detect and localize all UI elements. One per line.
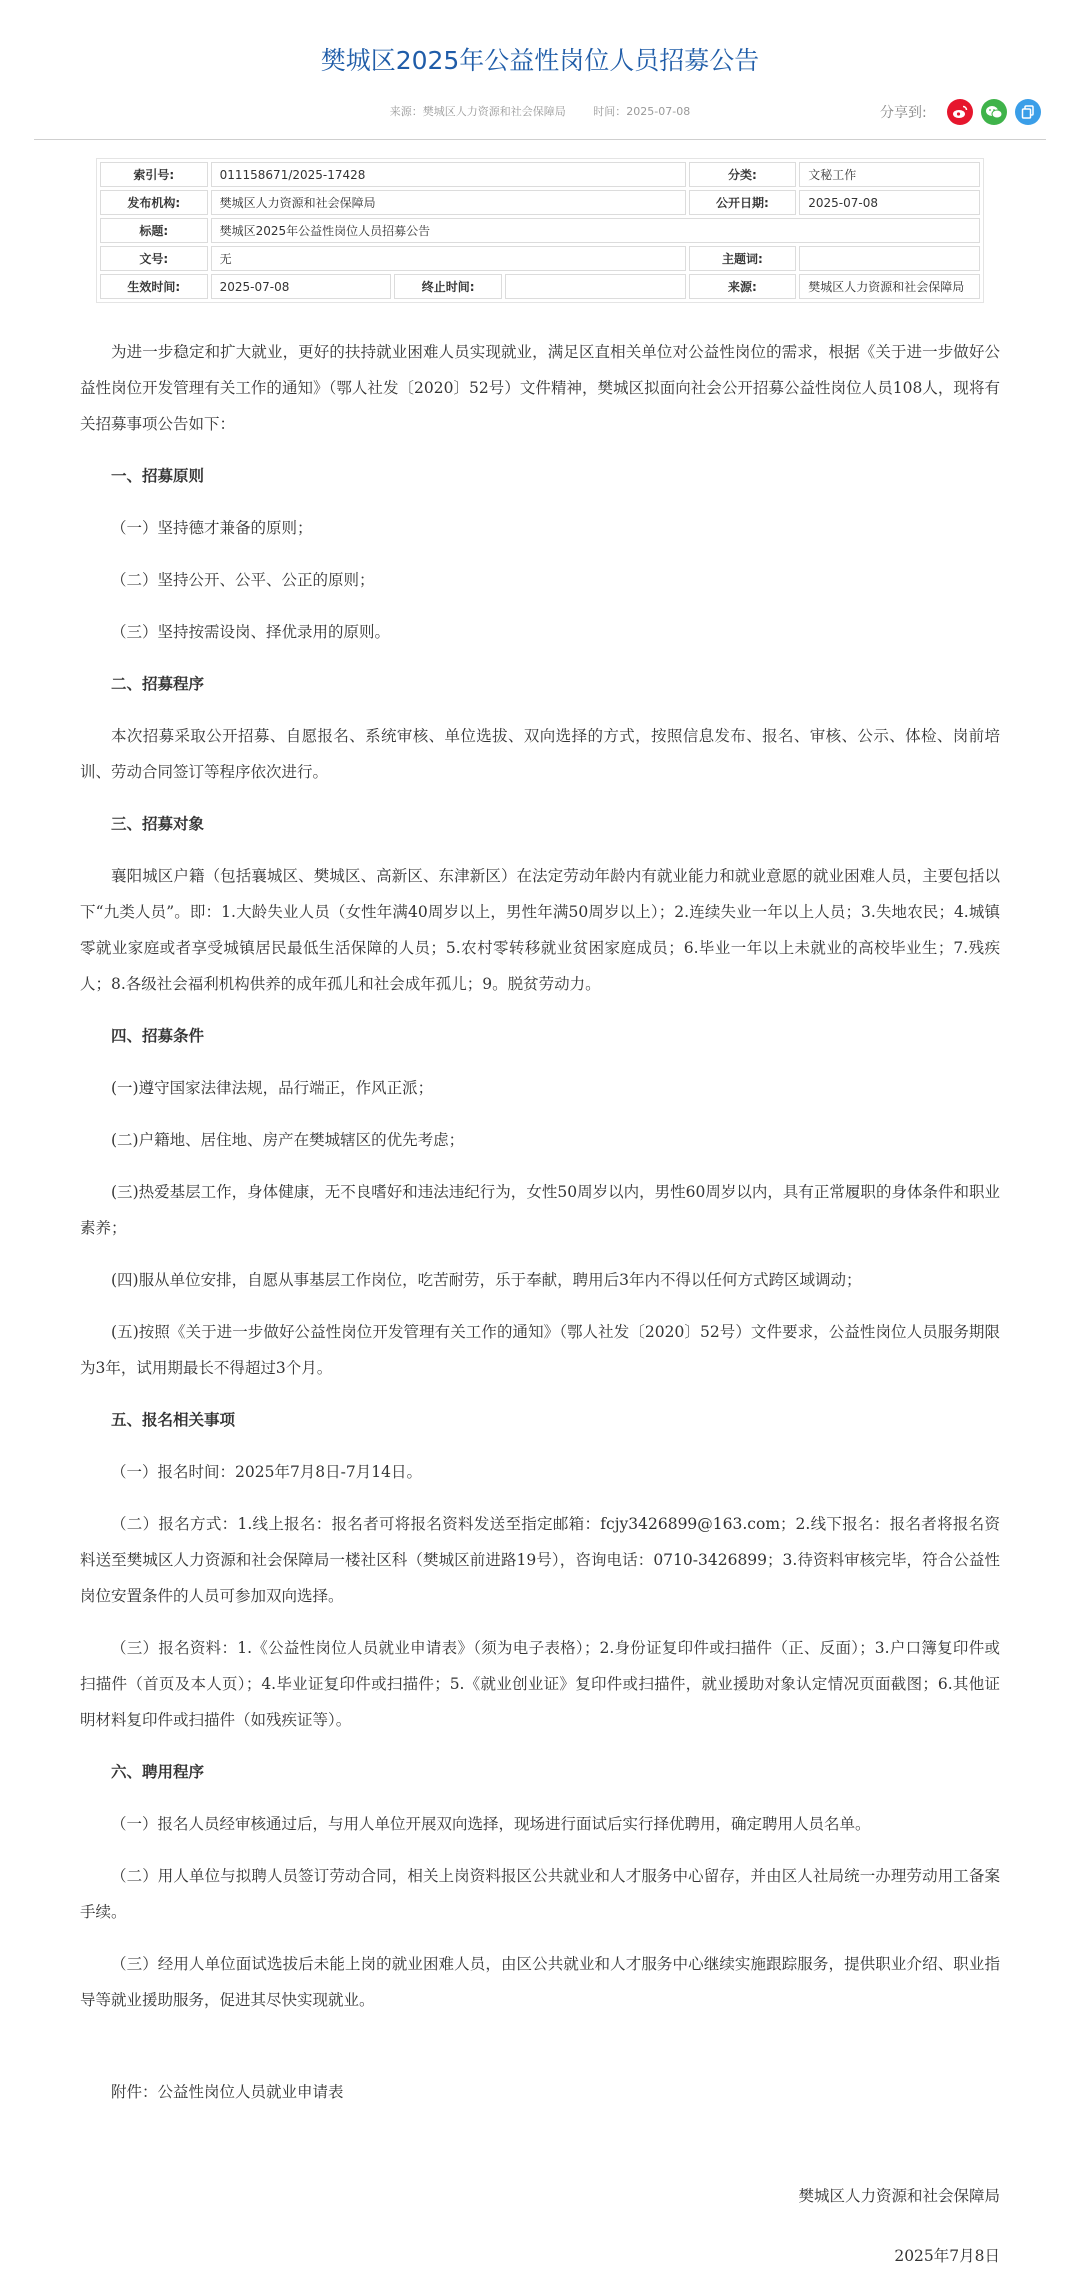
category-label: 分类: [689, 162, 797, 187]
keywords-label: 主题词: [689, 246, 797, 271]
paragraph: (一)遵守国家法律法规，品行端正，作风正派； [111, 1079, 434, 1097]
signature: 樊城区人力资源和社会保障局 [798, 2187, 1000, 2205]
expire-label: 终止时间: [394, 274, 502, 299]
source-value-cell: 樊城区人力资源和社会保障局 [799, 274, 980, 299]
docno-label: 文号: [100, 246, 208, 271]
section-heading: 二、招募程序 [111, 674, 205, 693]
pubdate-value: 2025-07-08 [799, 190, 980, 215]
pubdate-label: 公开日期: [689, 190, 797, 215]
paragraph: （三）报名资料：1.《公益性岗位人员就业申请表》（须为电子表格）；2.身份证复印件或扫描件（正、反面）；3.户口簿复印件或扫描件（首页及本人页）；4.毕业证复印件或扫描件；5.《就业创业证》复印件或扫描件，就业援助对象认定情况页面截图；6.其他证明材料复印件或扫描件（如残疾证等）。 [80, 1639, 1000, 1729]
paragraph: (三)热爱基层工作，身体健康，无不良嗜好和违法违纪行为，女性50周岁以内，男性60周岁以内，具有正常履职的身体条件和职业素养； [80, 1183, 1000, 1237]
section-heading: 一、招募原则 [111, 466, 205, 485]
source-value: 樊城区人力资源和社会保障局 [422, 105, 566, 118]
weibo-icon[interactable] [947, 99, 973, 125]
paragraph: (五)按照《关于进一步做好公益性岗位开发管理有关工作的通知》（鄂人社发〔2020〕52号）文件要求，公益性岗位人员服务期限为3年，试用期最长不得超过3个月。 [80, 1323, 1000, 1377]
paragraph: (二)户籍地、居住地、房产在樊城辖区的优先考虑； [111, 1131, 465, 1149]
paragraph: 襄阳城区户籍（包括襄城区、樊城区、高新区、东津新区）在法定劳动年龄内有就业能力和就业意愿的就业困难人员，主要包括以下“九类人员”。即：1.大龄失业人员（女性年满40周岁以上，男性年满50周岁以上）；2.连续失业一年以上人员；3.失地农民；4.城镇零就业家庭或者享受城镇居民最低生活保障的人员；5.农村零转移就业贫困家庭成员；6.毕业一年以上未就业的高校毕业生；7.残疾人；8.各级社会福利机构供养的成年孤儿和社会成年孤儿；9。脱贫劳动力。 [80, 867, 1000, 993]
table-row [100, 274, 980, 299]
paragraph: （三）坚持按需设岗、择优录用的原则。 [111, 623, 391, 641]
paragraph: (四)服从单位安排，自愿从事基层工作岗位，吃苦耐劳，乐于奉献，聘用后3年内不得以任何方式跨区域调动； [111, 1271, 862, 1289]
wechat-icon[interactable] [981, 99, 1007, 125]
section-heading: 三、招募对象 [111, 814, 205, 833]
source-info [390, 105, 566, 118]
publisher-value: 樊城区人力资源和社会保障局 [211, 190, 686, 215]
table-row [100, 218, 980, 243]
title-label: 标题: [100, 218, 208, 243]
docno-value: 无 [211, 246, 686, 271]
paragraph: （三）经用人单位面试选拔后未能上岗的就业困难人员，由区公共就业和人才服务中心继续实施跟踪服务，提供职业介绍、职业指导等就业援助服务，促进其尽快实现就业。 [80, 1955, 1000, 2009]
section-heading: 五、报名相关事项 [111, 1410, 236, 1429]
index-label: 索引号: [100, 162, 208, 187]
share-bar [880, 97, 1041, 127]
paragraph: （二）用人单位与拟聘人员签订劳动合同，相关上岗资料报区公共就业和人才服务中心留存，并由区人社局统一办理劳动用工备案手续。 [80, 1867, 1000, 1921]
article-body [80, 334, 1000, 2290]
paragraph: （一）报名时间：2025年7月8日-7月14日。 [111, 1463, 422, 1481]
category-value: 文秘工作 [799, 162, 980, 187]
share-label: 分享到: [880, 105, 927, 121]
time-info [593, 105, 690, 118]
source-label: 来源： [389, 105, 423, 118]
expire-value [505, 274, 686, 299]
header-divider [34, 139, 1046, 140]
publisher-label: 发布机构: [100, 190, 208, 215]
page-title: 樊城区2025年公益性岗位人员招募公告 [320, 46, 760, 75]
section-heading: 六、聘用程序 [111, 1762, 205, 1781]
source-label-cell: 来源: [689, 274, 797, 299]
copy-icon[interactable] [1015, 99, 1041, 125]
title-value: 樊城区2025年公益性岗位人员招募公告 [211, 218, 980, 243]
paragraph: （二）报名方式：1.线上报名：报名者可将报名资料发送至指定邮箱：fcjy3426899@163.com；2.线下报名：报名者将报名资料送至樊城区人力资源和社会保障局一楼社区科（樊城区前进路19号），咨询电话：0710-3426899；3.待资料审核完毕，符合公益性岗位安置条件的人员可参加双向选择。 [80, 1515, 1000, 1605]
effective-label: 生效时间: [100, 274, 208, 299]
table-row [100, 190, 980, 215]
signature-date: 2025年7月8日 [894, 2247, 1000, 2265]
paragraph: （一）坚持德才兼备的原则； [111, 519, 313, 537]
attachment-link[interactable]: 附件：公益性岗位人员就业申请表 [111, 2083, 344, 2101]
table-row [100, 162, 980, 187]
info-table [96, 158, 984, 303]
time-value: 2025-07-08 [626, 105, 691, 118]
index-value: 011158671/2025-17428 [211, 162, 686, 187]
table-row [100, 246, 980, 271]
keywords-value [799, 246, 980, 271]
intro-paragraph: 为进一步稳定和扩大就业，更好的扶持就业困难人员实现就业，满足区直相关单位对公益性岗位的需求，根据《关于进一步做好公益性岗位开发管理有关工作的通知》（鄂人社发〔2020〕52号）文件精神，樊城区拟面向社会公开招募公益性岗位人员108人，现将有关招募事项公告如下： [80, 343, 1000, 433]
time-label: 时间： [593, 105, 627, 118]
paragraph: （二）坚持公开、公平、公正的原则； [111, 571, 375, 589]
paragraph: （一）报名人员经审核通过后，与用人单位开展双向选择，现场进行面试后实行择优聘用，确定聘用人员名单。 [111, 1815, 871, 1833]
paragraph: 本次招募采取公开招募、自愿报名、系统审核、单位选拔、双向选择的方式，按照信息发布、报名、审核、公示、体检、岗前培训、劳动合同签订等程序依次进行。 [80, 727, 1000, 781]
section-heading: 四、招募条件 [111, 1026, 205, 1045]
effective-value: 2025-07-08 [211, 274, 392, 299]
